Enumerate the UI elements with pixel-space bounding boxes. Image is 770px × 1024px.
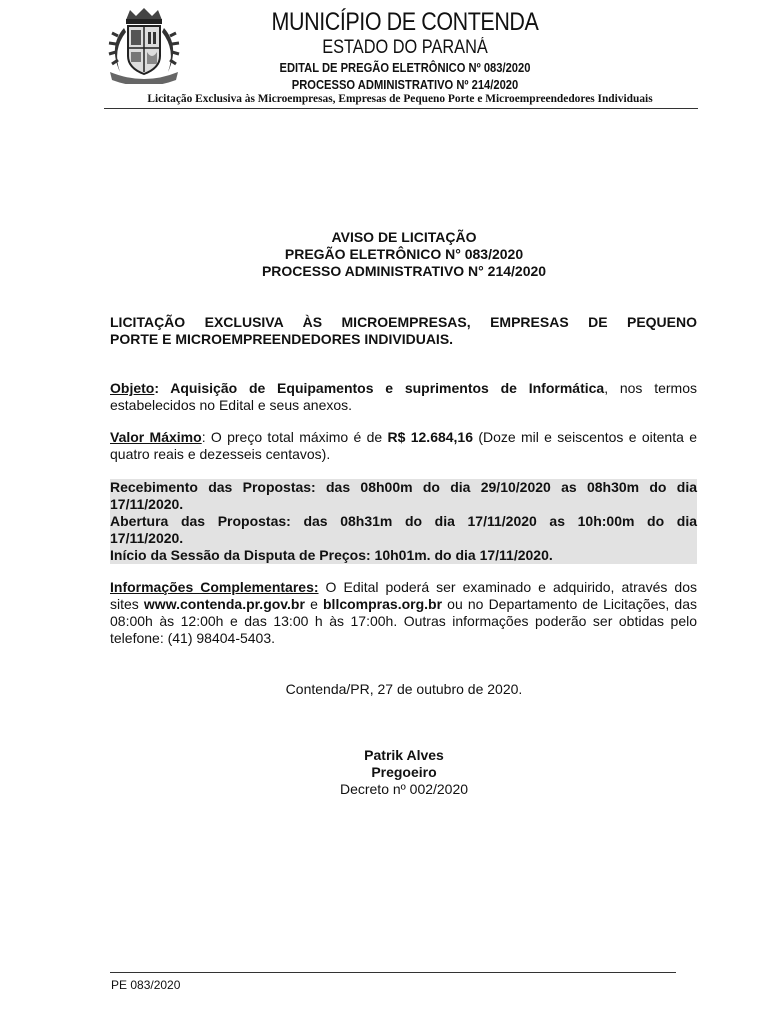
notice-title: AVISO DE LICITAÇÃO xyxy=(331,229,477,245)
edital-number: EDITAL DE PREGÃO ELETRÔNICO Nº 083/2020 xyxy=(279,60,531,75)
notice-processo: PROCESSO ADMINISTRATIVO N° 214/2020 xyxy=(261,263,547,279)
header-divider xyxy=(104,108,698,109)
exclusive-bidding-note: Licitação Exclusiva às Microempresas, Empresas de Pequeno Porte e Microempreendedores Individuais xyxy=(147,93,653,105)
signer-role: Pregoeiro xyxy=(371,764,437,780)
info-text-3: ou no Departamento de Licitações, das 08:00h às 12:00h e das 13:00 h às 17:00h. Outras informações poderão ser obtidas pelo telefone: (41) 98404-5403. xyxy=(110,596,697,646)
objeto-text: , nos termos estabelecidos no Edital e seus anexos. xyxy=(110,380,697,413)
valor-text-after: (Doze mil e seiscentos e oitenta e quatro reais e dezesseis centavos). xyxy=(110,429,697,462)
abertura-line-1: Abertura das Propostas: das 08h31m do dia 17/11/2020 as 10h:00m do dia xyxy=(110,513,697,529)
objeto-label: Objeto xyxy=(110,380,155,396)
notice-title-block xyxy=(108,229,700,280)
signature-block xyxy=(108,747,700,798)
state-name: ESTADO DO PARANÁ xyxy=(322,37,488,58)
process-number: PROCESSO ADMINISTRATIVO Nº 214/2020 xyxy=(291,77,519,92)
site-contenda-link[interactable]: www.contenda.pr.gov.br xyxy=(143,596,305,612)
site-bllcompras-link[interactable]: bllcompras.org.br xyxy=(323,596,443,612)
exclusive-line-1: LICITAÇÃO EXCLUSIVA ÀS MICROEMPRESAS, EMPRESAS DE PEQUENO xyxy=(110,314,697,330)
info-label: Informações Complementares: xyxy=(110,579,319,595)
municipality-title: MUNICÍPIO DE CONTENDA xyxy=(271,8,539,36)
valor-text-before: : O preço total máximo é de xyxy=(201,429,388,445)
exclusive-line-2: PORTE E MICROEMPREENDEDORES INDIVIDUAIS. xyxy=(110,331,454,347)
objeto-paragraph xyxy=(110,380,697,414)
footer-code: PE 083/2020 xyxy=(111,978,181,992)
valor-amount: R$ 12.684,16 xyxy=(387,429,474,445)
sessao-line: Início da Sessão da Disputa de Preços: 10h01m. do dia 17/11/2020. xyxy=(110,547,553,563)
info-text-2: e xyxy=(304,596,323,612)
footer-divider xyxy=(110,972,676,973)
info-text-1: O Edital poderá ser examinado e adquirido, através dos sites xyxy=(110,579,697,612)
info-paragraph xyxy=(110,579,697,647)
date-line: Contenda/PR, 27 de outubro de 2020. xyxy=(285,681,523,697)
notice-pregao: PREGÃO ELETRÔNICO N° 083/2020 xyxy=(284,246,524,262)
signer-decree: Decreto nº 002/2020 xyxy=(339,781,469,797)
objeto-separator: : xyxy=(154,380,171,396)
recebimento-line-2: 17/11/2020. xyxy=(110,496,184,512)
abertura-line-2: 17/11/2020. xyxy=(110,530,184,546)
coat-of-arms-icon xyxy=(104,6,184,84)
objeto-description: Aquisição de Equipamentos e suprimentos de Informática xyxy=(170,380,605,396)
recebimento-line-1: Recebimento das Propostas: das 08h00m do dia 29/10/2020 as 08h30m do dia xyxy=(110,479,697,495)
signer-name: Patrik Alves xyxy=(364,747,444,763)
valor-paragraph xyxy=(110,429,697,463)
valor-label: Valor Máximo xyxy=(110,429,202,445)
schedule-block xyxy=(110,479,697,564)
exclusive-statement xyxy=(110,314,697,348)
